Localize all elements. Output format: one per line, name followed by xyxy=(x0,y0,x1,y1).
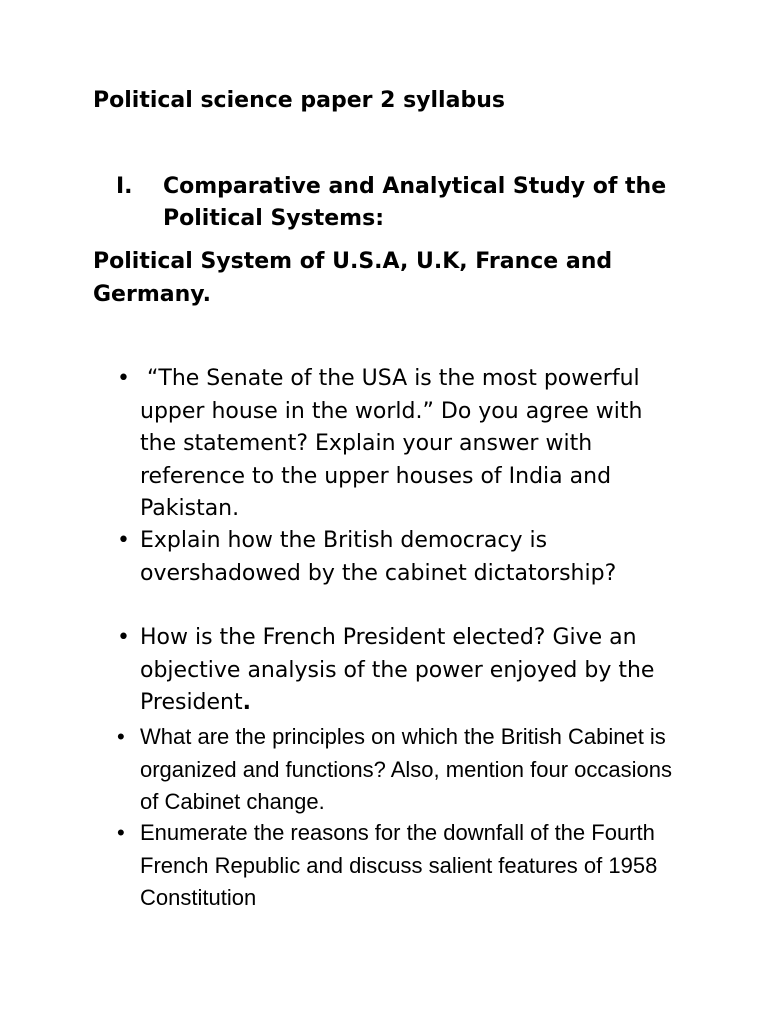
question-text: What are the principles on which the British Cabinet is organized and functions? Also, mention four occasions of Cabinet change. xyxy=(140,724,672,814)
document-title: Political science paper 2 syllabus xyxy=(93,88,505,113)
bullet-icon: • xyxy=(117,528,130,553)
question-text: Explain how the British democracy is overshadowed by the cabinet dictatorship? xyxy=(140,528,617,586)
question-text: Enumerate the reasons for the downfall of the Fourth French Republic and discuss salient features of 1958 Constitution xyxy=(140,820,658,910)
question-item xyxy=(114,525,714,590)
section-subheading: Political System of U.S.A, U.K, France and Germany. xyxy=(93,249,613,307)
bullet-icon: • xyxy=(117,724,125,749)
bullet-icon: • xyxy=(117,625,130,650)
section-heading-text: Comparative and Analytical Study of the Political Systems: xyxy=(163,174,667,231)
question-item xyxy=(114,363,714,526)
question-text: “The Senate of the USA is the most powerful upper house in the world.” Do you agree with the statement? Explain your answer with reference to the upper houses of India and Pakistan. xyxy=(140,366,643,521)
section-heading xyxy=(116,171,696,235)
section-number: I. xyxy=(116,174,133,199)
question-item xyxy=(114,622,714,720)
question-period: . xyxy=(242,690,251,715)
question-text: How is the French President elected? Give an objective analysis of the power enjoyed by the President xyxy=(140,625,655,715)
question-item xyxy=(114,721,714,819)
question-item xyxy=(114,817,714,915)
bullet-icon: • xyxy=(117,820,125,845)
bullet-icon: • xyxy=(117,366,130,391)
question-text-wrapper xyxy=(140,622,680,720)
